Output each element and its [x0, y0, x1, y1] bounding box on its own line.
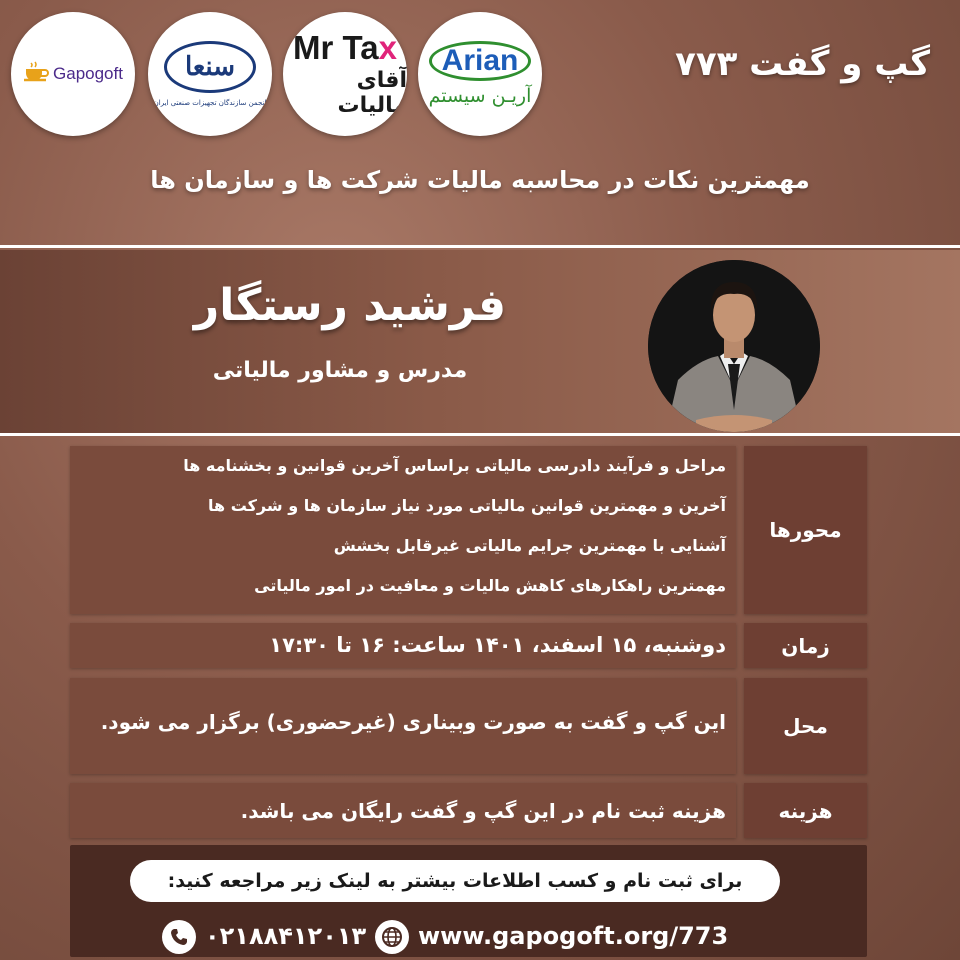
- sanaya-logo: [148, 12, 272, 136]
- arian-wordmark: Arian: [441, 44, 519, 77]
- topics-list: [86, 456, 726, 616]
- top-divider: [0, 245, 960, 248]
- mrtax-wordmark: [293, 28, 397, 66]
- topic-item: مهمترین راهکارهای کاهش مالیات و معافیت در امور مالیاتی: [254, 576, 726, 595]
- mrtax-text: Mr Ta: [293, 28, 379, 66]
- globe-icon: [375, 920, 409, 954]
- mrtax-persian: آقای مالیات: [337, 67, 407, 118]
- website-link[interactable]: www.gapogoft.org/773: [418, 922, 729, 950]
- arian-persian: آریـن سیستم: [428, 85, 532, 107]
- speaker-name: فرشید رستگار: [193, 280, 507, 331]
- time-value-box: [70, 623, 736, 668]
- topic-item: آخرین و مهمترین قوانین مالیاتی مورد نیاز سازمان ها و شرکت ها: [208, 496, 726, 515]
- gapogoft-logo: [11, 12, 135, 136]
- sanaya-subtitle: انجمن سازندگان تجهیزات صنعتی ایران: [153, 99, 267, 107]
- topic-item: مراحل و فرآیند دادرسی مالیاتی براساس آخرین قوانین و بخشنامه ها: [183, 456, 726, 475]
- speaker-role: مدرس و مشاور مالیاتی: [212, 358, 468, 383]
- topic-item: آشنایی با مهمترین جرایم مالیاتی غیرقابل بخشش: [333, 536, 726, 555]
- place-value: این گپ و گفت به صورت وبیناری (غیرحضوری) برگزار می شود.: [100, 710, 726, 734]
- sanaya-emblem: [164, 41, 256, 93]
- speaker-photo: [648, 260, 820, 432]
- place-value-box: [70, 678, 736, 774]
- topics-value-box: [70, 446, 736, 614]
- cup-icon: [23, 61, 49, 87]
- topics-label: محورها: [744, 446, 867, 614]
- phone-icon: [162, 920, 196, 954]
- cost-label: هزینه: [744, 783, 867, 838]
- time-label: زمان: [744, 623, 867, 668]
- cost-value-box: [70, 783, 736, 838]
- registration-prompt: برای ثبت نام و کسب اطلاعات بیشتر به لینک زیر مراجعه کنید:: [130, 860, 780, 902]
- bottom-divider: [0, 433, 960, 436]
- time-value: دوشنبه، ۱۵ اسفند، ۱۴۰۱ ساعت: ۱۶ تا ۱۷:۳۰: [269, 633, 726, 657]
- mrtax-x-letter: x: [378, 28, 397, 66]
- place-label: محل: [744, 678, 867, 774]
- phone-number[interactable]: ۰۲۱۸۸۴۱۲۰۱۳: [205, 922, 367, 950]
- cost-value: هزینه ثبت نام در این گپ و گفت رایگان می باشد.: [240, 799, 726, 823]
- gapogoft-wordmark: Gapogoft: [53, 64, 123, 83]
- arian-logo: [418, 12, 542, 136]
- sanaya-mark: سنعا: [184, 52, 236, 82]
- headline: مهمترین نکات در محاسبه مالیات شرکت ها و سازمان ها: [150, 166, 810, 194]
- arian-badge: [429, 41, 532, 81]
- event-title: گپ و گفت ۷۷۳: [675, 44, 930, 84]
- mrtax-logo: [283, 12, 407, 136]
